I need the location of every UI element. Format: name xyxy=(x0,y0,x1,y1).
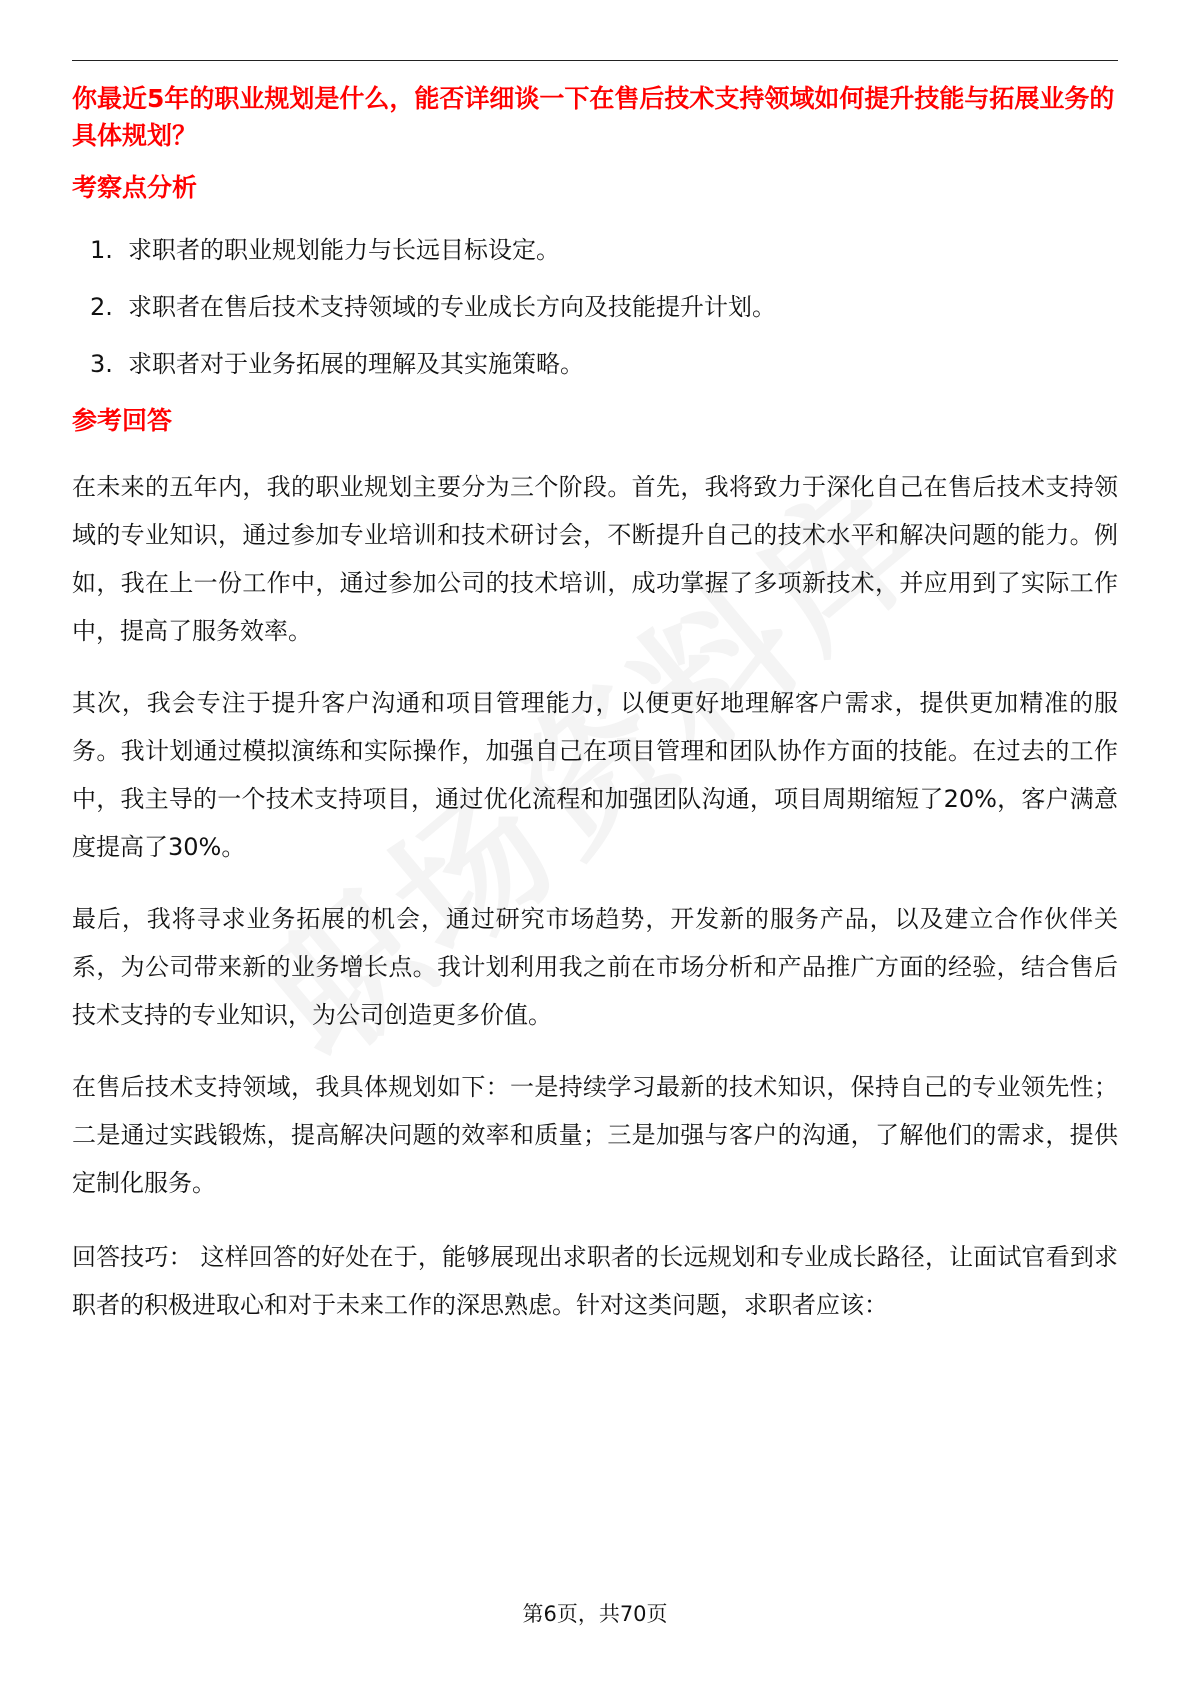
point-text: 求职者对于业务拓展的理解及其实施策略。 xyxy=(128,350,584,378)
analysis-point xyxy=(72,232,1118,268)
answer-heading: 参考回答 xyxy=(72,406,173,435)
answer-paragraph: 其次，我会专注于提升客户沟通和项目管理能力，以便更好地理解客户需求，提供更加精准的服务。我计划通过模拟演练和实际操作，加强自己在项目管理和团队协作方面的技能。在过去的工作中，我主导的一个技术支持项目，通过优化流程和加强团队沟通，项目周期缩短了20%，客户满意度提高了30%。 xyxy=(72,689,1118,861)
analysis-point-list xyxy=(72,232,1118,382)
analysis-point xyxy=(72,289,1118,325)
answer-paragraph: 在未来的五年内，我的职业规划主要分为三个阶段。首先，我将致力于深化自己在售后技术支持领域的专业知识，通过参加专业培训和技术研讨会，不断提升自己的技术水平和解决问题的能力。例如，我在上一份工作中，通过参加公司的技术培训，成功掌握了多项新技术，并应用到了实际工作中，提高了服务效率。 xyxy=(72,473,1118,645)
point-number: 2. xyxy=(90,293,113,321)
header-rule xyxy=(72,60,1118,61)
answer-paragraph: 在售后技术支持领域，我具体规划如下：一是持续学习最新的技术知识，保持自己的专业领先性；二是通过实践锻炼，提高解决问题的效率和质量；三是加强与客户的沟通，了解他们的需求，提供定制化服务。 xyxy=(72,1073,1118,1197)
point-text: 求职者的职业规划能力与长远目标设定。 xyxy=(128,236,560,264)
page-number: 第6页，共70页 xyxy=(522,1602,668,1626)
answer-paragraph: 最后，我将寻求业务拓展的机会，通过研究市场趋势，开发新的服务产品，以及建立合作伙伴关系，为公司带来新的业务增长点。我计划利用我之前在市场分析和产品推广方面的经验，结合售后技术支持的专业知识，为公司创造更多价值。 xyxy=(72,905,1118,1029)
question-title: 你最近5年的职业规划是什么，能否详细谈一下在售后技术支持领域如何提升技能与拓展业务的具体规划？ xyxy=(72,84,1115,150)
point-text: 求职者在售后技术支持领域的专业成长方向及技能提升计划。 xyxy=(128,293,776,321)
analysis-heading: 考察点分析 xyxy=(72,173,198,202)
page-content xyxy=(72,80,1118,1329)
analysis-point xyxy=(72,346,1118,382)
point-number: 1. xyxy=(90,236,113,264)
point-number: 3. xyxy=(90,350,113,378)
answer-tips: 回答技巧： 这样回答的好处在于，能够展现出求职者的长远规划和专业成长路径，让面试官看到求职者的积极进取心和对于未来工作的深思熟虑。针对这类问题，求职者应该： xyxy=(72,1243,1118,1319)
